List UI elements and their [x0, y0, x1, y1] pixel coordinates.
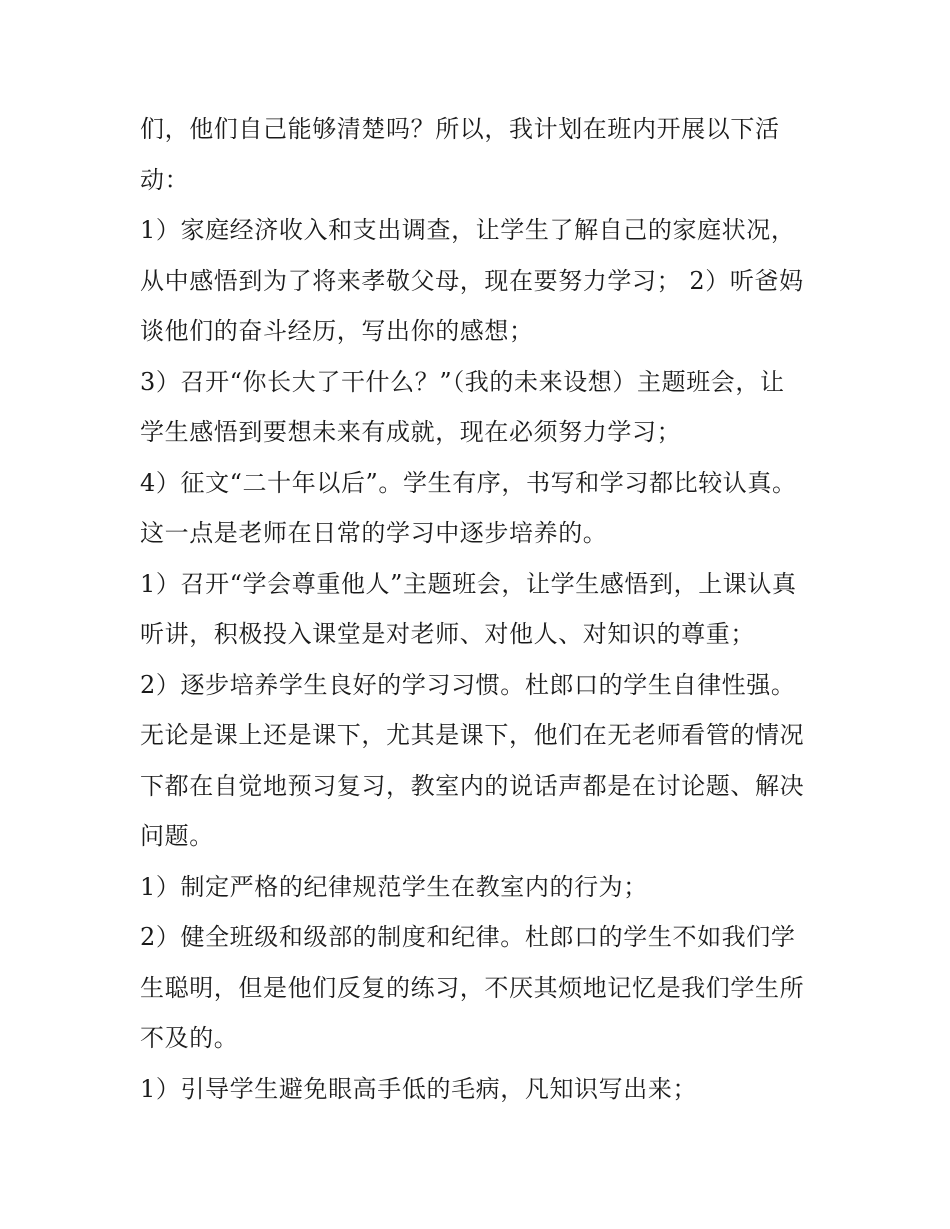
text-line: 1）召开“学会尊重他人”主题班会，让学生感悟到，上课认真	[140, 569, 797, 598]
text-line: 2）健全班级和级部的制度和纪律。杜郎口的学生不如我们学	[140, 923, 796, 951]
document-body	[140, 104, 820, 1114]
text-line: 问题。	[140, 822, 214, 850]
text-line: 1）引导学生避免眼高手低的毛病，凡知识写出来；	[140, 1074, 698, 1103]
text-line: 从中感悟到为了将来孝敬父母，现在要努力学习； 2）听爸妈	[140, 266, 804, 295]
text-line: 下都在自觉地预习复习，教室内的说话声都是在讨论题、解决	[140, 771, 805, 800]
text-line: 不及的。	[140, 1024, 239, 1052]
text-line: 们，他们自己能够清楚吗？所以，我计划在班内开展以下活	[140, 115, 780, 143]
text-line: 听讲，积极投入课堂是对老师、对他人、对知识的尊重；	[140, 620, 755, 648]
text-line: 生聪明，但是他们反复的练习，不厌其烦地记忆是我们学生所	[140, 973, 805, 1002]
text-line: 1）制定严格的纪律规范学生在教室内的行为；	[140, 872, 648, 901]
text-line: 2）逐步培养学生良好的学习习惯。杜郎口的学生自律性强。	[140, 670, 796, 699]
text-line: 动：	[140, 165, 190, 194]
text-line: 这一点是老师在日常的学习中逐步培养的。	[140, 519, 608, 547]
text-line: 谈他们的奋斗经历，写出你的感想；	[140, 317, 534, 345]
text-line: 3）召开“你长大了干什么？”（我的未来设想）主题班会，让	[140, 367, 785, 396]
text-line: 无论是课上还是课下，尤其是课下，他们在无老师看管的情况	[140, 721, 805, 749]
text-line: 学生感悟到要想未来有成就，现在必须努力学习；	[140, 418, 682, 446]
text-line: 1）家庭经济收入和支出调查，让学生了解自己的家庭状况，	[140, 216, 796, 244]
text-line: 4）征文“二十年以后”。学生有序，书写和学习都比较认真。	[140, 468, 797, 497]
